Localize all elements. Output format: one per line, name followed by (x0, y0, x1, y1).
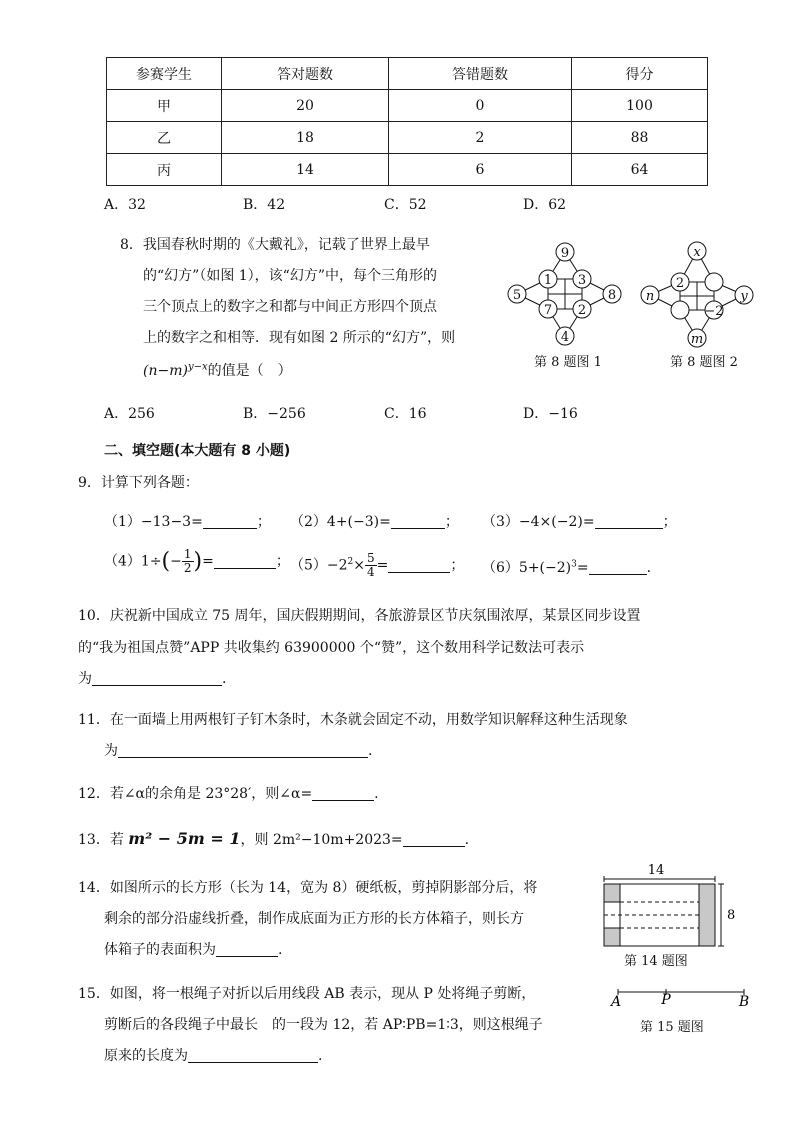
q9-part-1 (104, 511, 271, 531)
point-b-label: B (738, 994, 750, 1010)
answer-blank (391, 514, 445, 529)
separator: ； (444, 514, 459, 530)
q15-caption: 第 15 题图 (640, 1020, 704, 1035)
answer-blank (589, 560, 647, 575)
q8-expression (143, 360, 292, 380)
answer-blank (188, 1048, 318, 1063)
fraction: $\frac{5}{4}$ (367, 551, 375, 579)
q14-line-1: 14．如图所示的长方形（长为 14，宽为 8）硬纸板，剪掉阴影部分后，将 (78, 880, 538, 896)
answer-blank (595, 514, 663, 529)
q9-p1-text: （1）−13−3= (104, 514, 203, 530)
q8-line-4: 上的数字之和相等．现有如图 2 所示的“幻方”，则 (143, 330, 456, 346)
fig2-node: x (693, 245, 701, 260)
q9-p4-text: （4）1÷ (104, 553, 162, 570)
q8-line-2: 的“幻方”（如图 1），该“幻方”中，每个三角形的 (143, 268, 437, 284)
separator: ； (662, 514, 677, 530)
section-heading: 二、填空题(本大题有 8 小题) (104, 443, 291, 459)
cardboard-figure (598, 862, 748, 950)
fig1-node: 8 (607, 288, 617, 303)
answer-blank (388, 558, 450, 573)
table-cell: 100 (572, 90, 708, 122)
table-row (107, 154, 708, 186)
table-cell: 20 (222, 90, 389, 122)
width-label: 8 (727, 908, 736, 923)
q9-p3-text: （3）−4×(−2)= (482, 514, 595, 530)
table-cell: 2 (389, 122, 572, 154)
q14-line-2: 剩余的部分沿虚线折叠，制作成底面为正方形的长方体箱子，则长方 (104, 911, 524, 927)
q12-line: 12．若∠α的余角是 23°28′，则∠α= . (78, 786, 379, 802)
fraction: $\frac{1}{2}$ (183, 547, 192, 575)
separator: ； (256, 514, 271, 530)
separator: . (646, 560, 652, 576)
table-cell: 丙 (107, 154, 222, 186)
magic-square-figure-2 (634, 238, 764, 350)
answer-blank (216, 942, 278, 957)
table-cell: 6 (389, 154, 572, 186)
segment-figure (604, 986, 754, 1016)
q14-line-3: 体箱子的表面积为 . (104, 942, 283, 958)
q15-line-3: 原来的长度为 . (104, 1048, 323, 1064)
table-header-cell: 答对题数 (222, 58, 389, 90)
magic-square-figure-1 (500, 238, 630, 350)
answer-blank (92, 671, 222, 686)
point-a-label: A (610, 994, 622, 1010)
table-header-cell: 答错题数 (389, 58, 572, 90)
q9-p6-text: （6）5+(−2) (482, 560, 572, 576)
answer-blank (214, 554, 276, 569)
table-cell: 64 (572, 154, 708, 186)
q8-option-c: C．16 (384, 406, 427, 422)
answer-blank (118, 743, 368, 758)
q10-line-3: 为 . (78, 671, 227, 687)
fig1-node: 2 (577, 303, 587, 318)
table-row (107, 122, 708, 154)
q15-line-2: 剪断后的各段绳子中最长 的一段为 12，若 AP∶PB=1∶3，则这根绳子 (104, 1017, 543, 1033)
q13-line: 13．若 m² − 5m = 1，则 2m²−10m+2023= . (78, 829, 470, 848)
table-row (107, 90, 708, 122)
fig1-node: 5 (512, 288, 522, 303)
fig1-node: 4 (560, 330, 570, 345)
q8-expr-exponent: y−x (187, 361, 208, 373)
q15-line-1: 15．如图，将一根绳子对折以后用线段 AB 表示，现从 P 处将绳子剪断， (78, 986, 536, 1002)
q7-option-c: C．52 (384, 197, 427, 213)
table-cell: 0 (389, 90, 572, 122)
q11-line-2: 为 . (104, 743, 373, 759)
fig1-caption: 第 8 题图 1 (534, 355, 602, 370)
q8-option-b: B．−256 (243, 406, 306, 422)
q8-line-3: 三个顶点上的数字之和都与中间正方形四个顶点 (143, 299, 437, 315)
q7-option-a: A．32 (104, 197, 146, 213)
q9-part-3 (482, 511, 677, 531)
q8-line-1: 8．我国春秋时期的《大戴礼》，记载了世界上最早 (120, 237, 430, 253)
table-cell: 88 (572, 122, 708, 154)
q10-line-2: 的“我为祖国点赞”APP 共收集约 63900000 个“赞”，这个数用科学记数法可表示 (78, 640, 585, 656)
fig2-caption: 第 8 题图 2 (670, 355, 738, 370)
score-table (106, 57, 708, 186)
q9-part-4: （4）1÷(− $\frac{1}{2}$ )= ； (104, 547, 290, 575)
separator: ； (450, 557, 465, 574)
fig1-node: 7 (543, 303, 553, 318)
table-cell: 乙 (107, 122, 222, 154)
fig1-node: 9 (560, 246, 570, 261)
table-header-cell: 得分 (572, 58, 708, 90)
q13-condition: m² − 5m = 1 (128, 829, 241, 848)
q9-part-6: $(6)5+(-2)^3=$ . (482, 559, 652, 576)
table-header-cell: 参赛学生 (107, 58, 222, 90)
q9-p2-text: （2）4+(−3)= (290, 514, 391, 530)
fig1-node: 3 (577, 273, 587, 288)
q7-option-b: B．42 (243, 197, 286, 213)
answer-blank (403, 832, 465, 847)
q11-line-1: 11．在一面墙上用两根钉子钉木条时，木条就会固定不动，用数学知识解释这种生活现象 (78, 712, 628, 728)
table-cell: 甲 (107, 90, 222, 122)
fig1-node: 1 (543, 273, 553, 288)
table-header-row (107, 58, 708, 90)
table-cell: 14 (222, 154, 389, 186)
answer-blank (312, 786, 374, 801)
q9-intro: 9．计算下列各题： (78, 475, 199, 491)
q8-option-d: D．−16 (523, 406, 578, 422)
length-label: 14 (647, 863, 665, 878)
q8-expr-base: (n−m) (143, 363, 188, 379)
separator: ； (275, 553, 290, 570)
fig2-node: n (645, 289, 655, 304)
fig2-node: −2 (704, 304, 724, 319)
fig2-node: 2 (675, 276, 685, 291)
fig2-node: y (740, 289, 748, 304)
q9-part-5: $(5)-2^2\times$ $\frac{5}{4}$ = ； (290, 551, 465, 579)
point-p-label: P (661, 992, 671, 1008)
q9-p5-text: （5）−2 (290, 557, 348, 574)
q8-expr-tail: 的值是（ ） (207, 363, 292, 379)
answer-blank (203, 514, 257, 529)
table-cell: 18 (222, 122, 389, 154)
q10-line-1: 10．庆祝新中国成立 75 周年，国庆假期期间，各旅游景区节庆氛围浓厚，某景区同步设置 (78, 608, 641, 624)
q7-option-d: D．62 (523, 197, 567, 213)
q8-option-a: A．256 (104, 406, 155, 422)
q9-part-2 (290, 511, 459, 531)
q14-caption: 第 14 题图 (624, 954, 688, 969)
fig2-node: m (690, 332, 704, 347)
